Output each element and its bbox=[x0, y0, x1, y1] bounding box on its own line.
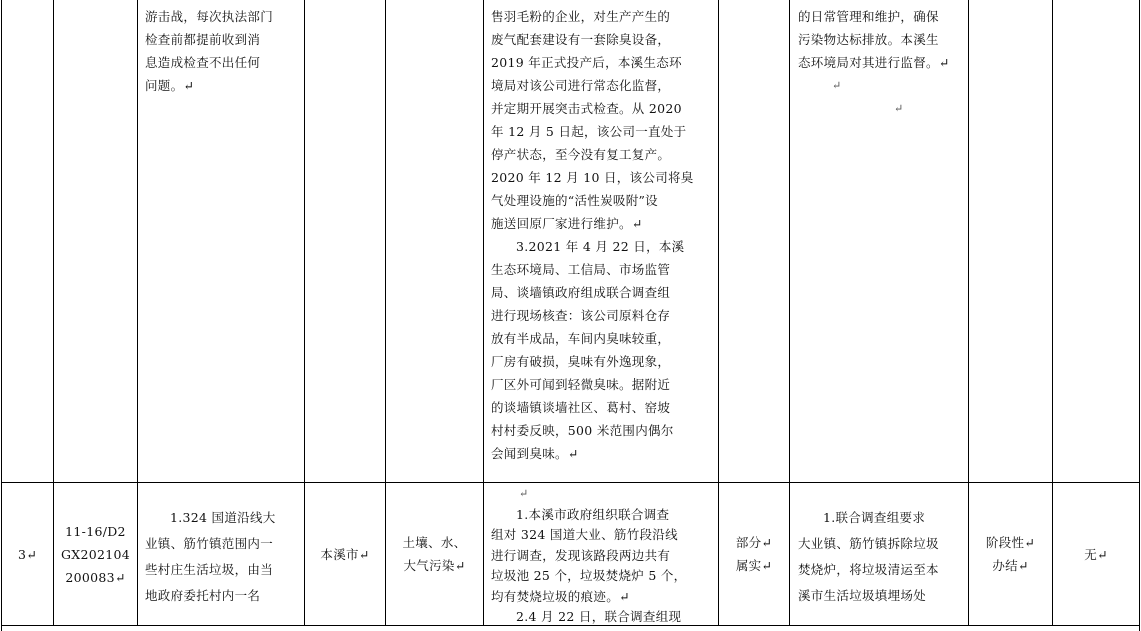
issue-text-cell bbox=[145, 5, 297, 97]
paragraph-mark: ↵ bbox=[832, 79, 842, 92]
handling-line: 村村委反映，500 米范围内偶尔 bbox=[491, 423, 674, 438]
handling-line: 进行现场核查：该公司原料仓存 bbox=[491, 308, 671, 323]
issue-line: 息造成检查不出任何 bbox=[145, 55, 261, 70]
handling-line: 境局对该公司进行常态化监督， bbox=[491, 78, 671, 93]
pollution-type-line: 土壤、水、 bbox=[402, 535, 467, 550]
handling-line: 进行调查，发现该路段两边共有 bbox=[491, 547, 671, 563]
pollution-type-cell bbox=[386, 483, 483, 625]
table-border-right bbox=[1139, 0, 1140, 631]
region-value: 本溪市↵ bbox=[320, 546, 370, 562]
accountability-cell bbox=[1053, 483, 1139, 625]
paragraph-mark: ↵ bbox=[519, 487, 529, 500]
measures-line: 污染物达标排放。本溪生 bbox=[798, 32, 939, 47]
issue-text-cell bbox=[145, 505, 297, 609]
measures-line: 大业镇、筋竹镇拆除垃圾 bbox=[798, 536, 939, 551]
handling-line: 2019 年正式投产后，本溪生态环 bbox=[491, 55, 682, 70]
case-id-line: 11-16/D2 bbox=[65, 523, 126, 539]
issue-line: 地政府委托村内一名 bbox=[145, 588, 261, 603]
column-divider bbox=[483, 0, 484, 626]
verdict-line: 属实↵ bbox=[735, 558, 773, 573]
case-id-cell bbox=[54, 483, 137, 625]
case-id-line: GX202104 bbox=[60, 546, 130, 562]
handling-line: 3.2021 年 4 月 22 日，本溪 bbox=[516, 239, 685, 254]
progress-line: 办结↵ bbox=[992, 558, 1029, 573]
measures-text-cell bbox=[798, 505, 964, 609]
handling-line: 年 12 月 5 日起，该公司一直处于 bbox=[491, 124, 687, 139]
handling-line: 放有半成品，车间内臭味较重， bbox=[491, 331, 671, 346]
measures-line: 1.联合调查组要求 bbox=[823, 510, 926, 525]
issue-line: 问题。↵ bbox=[145, 78, 195, 93]
paragraph-mark: ↵ bbox=[894, 102, 904, 115]
handling-line: 厂房有破损，臭味有外逸现象， bbox=[491, 354, 671, 369]
column-divider bbox=[137, 0, 138, 626]
issue-line: 些村庄生活垃圾，由当 bbox=[145, 562, 274, 577]
issue-line: 1.324 国道沿线大 bbox=[170, 510, 276, 525]
handling-line: 垃圾池 25 个，垃圾焚烧炉 5 个， bbox=[491, 568, 687, 583]
handling-line: 气处理设施的“活性炭吸附”设 bbox=[491, 193, 658, 208]
progress-line: 阶段性↵ bbox=[985, 535, 1036, 550]
handling-line: 会闻到臭味。↵ bbox=[491, 446, 579, 461]
handling-line: 施送回原厂家进行维护。↵ bbox=[491, 216, 643, 231]
handling-line: 并定期开展突击式检查。从 2020 bbox=[491, 101, 682, 116]
handling-line: 废气配套建设有一套除臭设备， bbox=[491, 32, 671, 47]
handling-line: 2.4 月 22 日，联合调查组现 bbox=[516, 609, 682, 624]
case-id-line: 200083↵ bbox=[65, 569, 126, 585]
handling-line: 组对 324 国道大业、筋竹段沿线 bbox=[491, 527, 678, 542]
handling-line: 2020 年 12 月 10 日，该公司将臭 bbox=[491, 170, 694, 185]
column-divider bbox=[789, 0, 790, 626]
verdict-line: 部分↵ bbox=[735, 535, 773, 550]
row-index: 3↵ bbox=[17, 546, 38, 562]
measures-line: 态环境局对其进行监督。↵ bbox=[798, 55, 950, 70]
region-cell bbox=[305, 483, 385, 625]
progress-cell bbox=[969, 483, 1052, 625]
verdict-cell bbox=[719, 483, 789, 625]
handling-line: 停产状态，至今没有复工复产。 bbox=[491, 147, 671, 162]
handling-line: 局、谈墙镇政府组成联合调查组 bbox=[491, 285, 671, 300]
pollution-type-line: 大气污染↵ bbox=[403, 558, 466, 573]
issue-line: 业镇、筋竹镇范围内一 bbox=[145, 536, 274, 551]
handling-line: 1.本溪市政府组织联合调查 bbox=[516, 506, 670, 522]
measures-line: 溪市生活垃圾填埋场处 bbox=[798, 588, 927, 603]
handling-line: 生态环境局、工信局、市场监管 bbox=[491, 262, 671, 277]
handling-text-cell bbox=[491, 5, 712, 465]
handling-text-cell bbox=[491, 484, 712, 628]
handling-line: 售羽毛粉的企业，对生产产生的 bbox=[491, 9, 671, 24]
issue-line: 检查前都提前收到消 bbox=[145, 32, 261, 47]
handling-line: 的谈墙镇谈墙社区、葛村、窑坡 bbox=[491, 400, 671, 415]
issue-line: 游击战，每次执法部门 bbox=[145, 9, 274, 24]
handling-line: 均有焚烧垃圾的痕迹。↵ bbox=[491, 588, 630, 604]
measures-text-cell bbox=[798, 5, 964, 120]
handling-line: 厂区外可闻到轻微臭味。据附近 bbox=[491, 377, 671, 392]
measures-line: 焚烧炉，将垃圾清运至本 bbox=[798, 562, 939, 577]
accountability-value: 无↵ bbox=[1084, 546, 1108, 562]
row-index-cell bbox=[2, 483, 53, 625]
measures-line: 的日常管理和维护，确保 bbox=[798, 9, 939, 24]
